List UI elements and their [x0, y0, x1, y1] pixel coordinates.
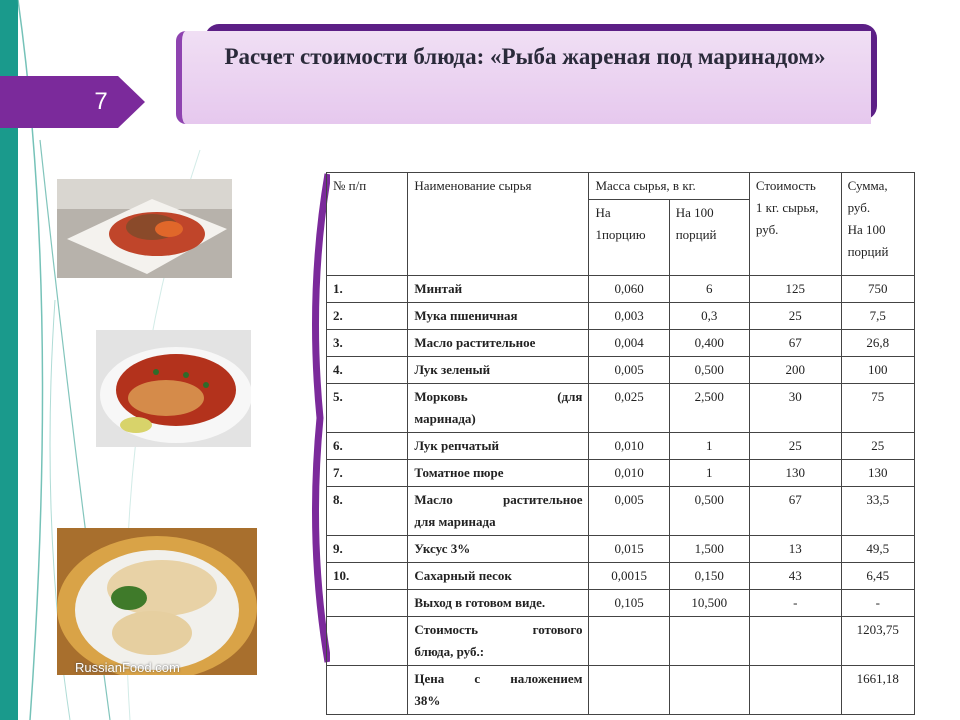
row-cost: 67 — [749, 487, 841, 536]
row-name: Мука пшеничная — [408, 303, 589, 330]
row-cost: 43 — [749, 563, 841, 590]
table-header-row — [327, 173, 915, 200]
row-mass-100: 1 — [669, 460, 749, 487]
header-mass-100 — [669, 200, 749, 276]
yield-mass-100: 10,500 — [669, 590, 749, 617]
total-sum: 1203,75 — [841, 617, 914, 666]
row-name-line-1: Морковь (для — [414, 389, 583, 404]
header-mass: Масса сырья, в кг. — [589, 173, 749, 200]
total-name-line-2: блюда, руб.: — [414, 644, 485, 659]
price-name-line-2: 38% — [414, 693, 441, 708]
yield-name: Выход в готовом виде. — [408, 590, 589, 617]
row-mass-portion: 0,0015 — [589, 563, 669, 590]
price-num-empty — [327, 666, 408, 715]
table-row-price — [327, 666, 915, 715]
header-cost-line-3: руб. — [755, 222, 779, 237]
row-num: 2. — [327, 303, 408, 330]
row-mass-portion: 0,005 — [589, 487, 669, 536]
yield-num-empty — [327, 590, 408, 617]
header-sum-line-1: Сумма, — [847, 178, 888, 193]
header-sum — [841, 173, 914, 276]
total-name-line-1: Стоимость готового — [414, 622, 583, 637]
row-name: Сахарный песок — [408, 563, 589, 590]
price-name — [408, 666, 589, 715]
row-mass-100: 0,500 — [669, 357, 749, 384]
row-sum: 750 — [841, 276, 914, 303]
header-mass-100-line-1: На 100 — [675, 205, 714, 220]
row-sum: 7,5 — [841, 303, 914, 330]
row-cost: 25 — [749, 303, 841, 330]
row-mass-portion: 0,005 — [589, 357, 669, 384]
row-mass-portion: 0,003 — [589, 303, 669, 330]
row-sum: 100 — [841, 357, 914, 384]
photo-watermark: RussianFood.com — [75, 660, 180, 675]
row-num: 6. — [327, 433, 408, 460]
row-name: Лук репчатый — [408, 433, 589, 460]
header-cost — [749, 173, 841, 276]
row-mass-100: 1,500 — [669, 536, 749, 563]
price-cost-empty — [749, 666, 841, 715]
row-cost: 125 — [749, 276, 841, 303]
table-row — [327, 563, 915, 590]
row-cost: 200 — [749, 357, 841, 384]
price-sum: 1661,18 — [841, 666, 914, 715]
row-mass-portion: 0,004 — [589, 330, 669, 357]
total-num-empty — [327, 617, 408, 666]
row-mass-portion: 0,010 — [589, 433, 669, 460]
header-mass-per-portion-line-1: На — [595, 205, 611, 220]
row-name — [408, 384, 589, 433]
row-cost: 130 — [749, 460, 841, 487]
row-num: 4. — [327, 357, 408, 384]
table-row-yield — [327, 590, 915, 617]
row-name-line-2: для маринада — [414, 514, 496, 529]
total-mass-portion-empty — [589, 617, 669, 666]
row-sum: 26,8 — [841, 330, 914, 357]
header-sum-line-2: руб. — [847, 200, 871, 215]
table-row — [327, 384, 915, 433]
row-sum: 25 — [841, 433, 914, 460]
header-mass-100-line-2: порций — [675, 227, 717, 242]
row-cost: 13 — [749, 536, 841, 563]
yield-mass-portion: 0,105 — [589, 590, 669, 617]
table-row-total — [327, 617, 915, 666]
row-name: Лук зеленый — [408, 357, 589, 384]
row-mass-100: 0,150 — [669, 563, 749, 590]
row-num: 8. — [327, 487, 408, 536]
table-row — [327, 303, 915, 330]
slide-number-arrow — [0, 76, 145, 128]
row-num: 5. — [327, 384, 408, 433]
row-name: Масло растительное — [408, 330, 589, 357]
cost-table — [326, 172, 915, 715]
price-mass-100-empty — [669, 666, 749, 715]
row-name: Томатное пюре — [408, 460, 589, 487]
row-cost: 30 — [749, 384, 841, 433]
dish-photo-2 — [96, 330, 251, 447]
slide-number: 7 — [94, 88, 108, 115]
total-mass-100-empty — [669, 617, 749, 666]
page-title: Расчет стоимости блюда: «Рыба жареная под маринадом» — [224, 44, 826, 69]
total-cost-empty — [749, 617, 841, 666]
row-sum: 75 — [841, 384, 914, 433]
row-name-line-2: маринада) — [414, 411, 476, 426]
table-row — [327, 536, 915, 563]
row-mass-portion: 0,010 — [589, 460, 669, 487]
row-mass-100: 6 — [669, 276, 749, 303]
total-name — [408, 617, 589, 666]
dish-photo-3 — [57, 528, 257, 675]
row-name: Минтай — [408, 276, 589, 303]
table-row — [327, 357, 915, 384]
row-mass-100: 0,3 — [669, 303, 749, 330]
row-cost: 67 — [749, 330, 841, 357]
yield-cost: - — [749, 590, 841, 617]
header-mass-per-portion — [589, 200, 669, 276]
header-mass-per-portion-line-2: 1порцию — [595, 227, 646, 242]
row-name: Уксус 3% — [408, 536, 589, 563]
row-mass-portion: 0,015 — [589, 536, 669, 563]
row-sum: 33,5 — [841, 487, 914, 536]
row-mass-100: 1 — [669, 433, 749, 460]
table-row — [327, 460, 915, 487]
table-row — [327, 487, 915, 536]
header-sum-line-3: На 100 — [847, 222, 886, 237]
row-mass-100: 2,500 — [669, 384, 749, 433]
price-mass-portion-empty — [589, 666, 669, 715]
header-cost-line-1: Стоимость — [755, 178, 816, 193]
row-sum: 6,45 — [841, 563, 914, 590]
row-num: 7. — [327, 460, 408, 487]
row-sum: 130 — [841, 460, 914, 487]
row-cost: 25 — [749, 433, 841, 460]
header-num: № п/п — [327, 173, 408, 276]
table-row — [327, 330, 915, 357]
row-sum: 49,5 — [841, 536, 914, 563]
row-name — [408, 487, 589, 536]
row-num: 9. — [327, 536, 408, 563]
header-sum-line-4: порций — [847, 244, 889, 259]
yield-sum: - — [841, 590, 914, 617]
table-row — [327, 276, 915, 303]
dish-photo-1 — [57, 179, 232, 278]
row-num: 1. — [327, 276, 408, 303]
row-num: 10. — [327, 563, 408, 590]
price-name-line-1: Цена с наложением — [414, 671, 583, 686]
header-cost-line-2: 1 кг. сырья, — [755, 200, 819, 215]
row-mass-portion: 0,025 — [589, 384, 669, 433]
row-name-line-1: Масло растительное — [414, 492, 583, 507]
row-num: 3. — [327, 330, 408, 357]
header-name: Наименование сырья — [408, 173, 589, 276]
row-mass-portion: 0,060 — [589, 276, 669, 303]
table-row — [327, 433, 915, 460]
row-mass-100: 0,500 — [669, 487, 749, 536]
row-mass-100: 0,400 — [669, 330, 749, 357]
